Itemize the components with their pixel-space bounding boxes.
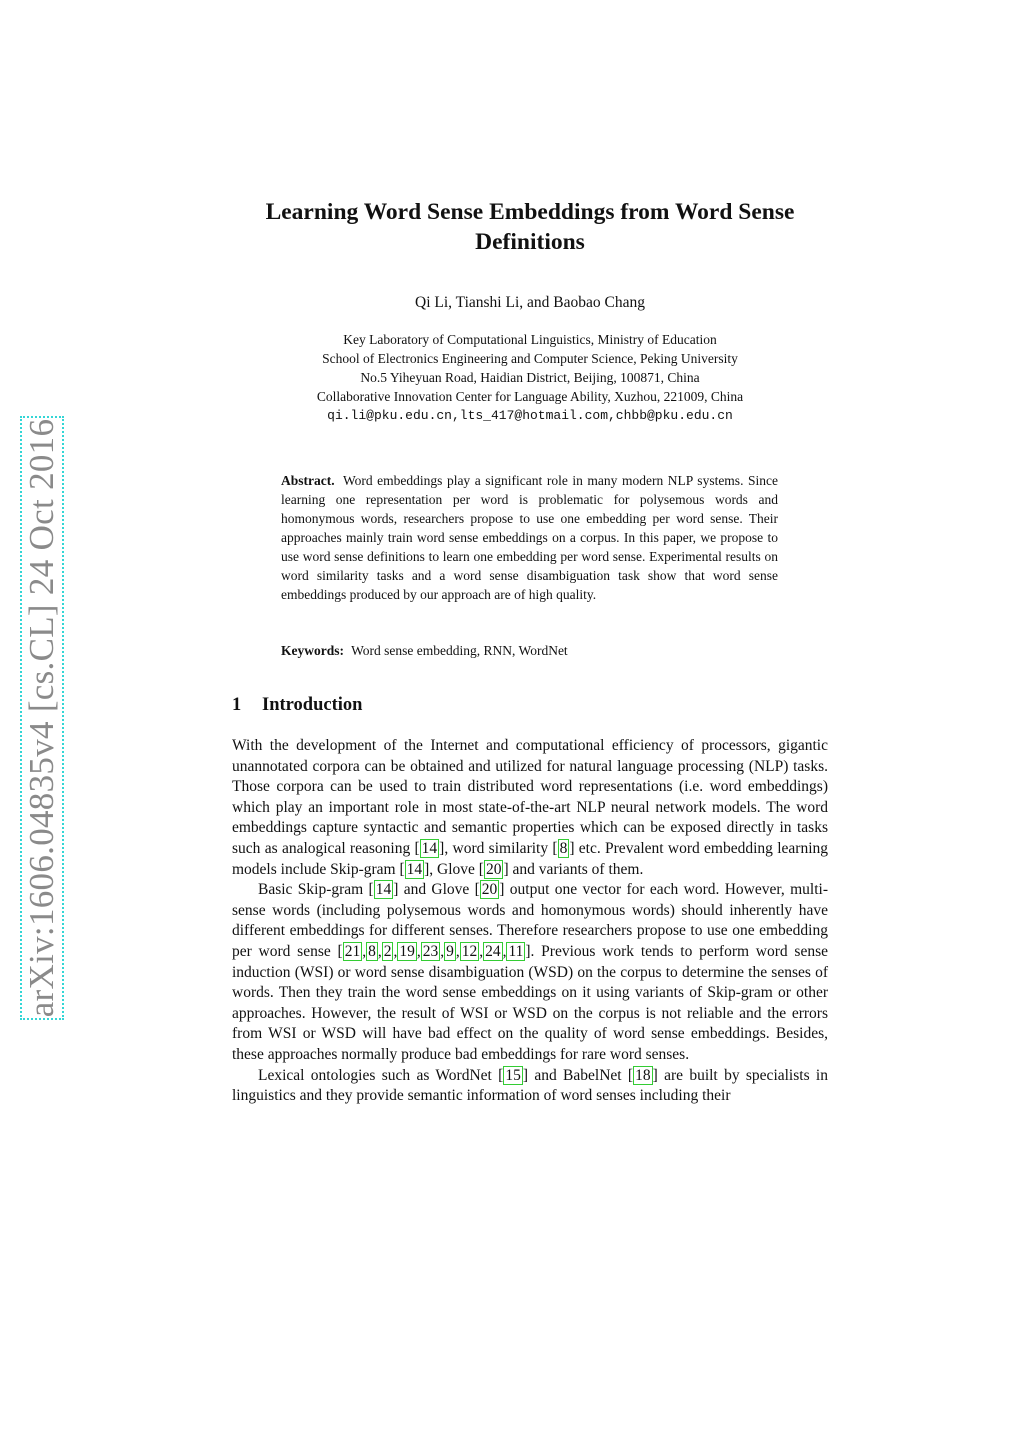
- citation-link[interactable]: 8: [368, 942, 376, 960]
- citation-link[interactable]: 2: [383, 942, 392, 960]
- citation-link[interactable]: 20: [485, 860, 502, 878]
- abstract: [281, 471, 778, 604]
- citation-link[interactable]: 18: [635, 1066, 651, 1084]
- keywords-text: Word sense embedding, RNN, WordNet: [351, 643, 568, 658]
- section-title: Introduction: [262, 695, 363, 715]
- citation-link[interactable]: 12: [461, 942, 478, 960]
- citation-link[interactable]: 14: [375, 881, 392, 899]
- citation-link[interactable]: 21: [344, 942, 361, 960]
- affiliation-line: Collaborative Innovation Center for Language Ability, Xuzhou, 221009, China: [316, 389, 744, 404]
- paragraph-text: ] and variants of them.: [503, 860, 644, 878]
- section-number: 1: [232, 695, 242, 715]
- citation-link[interactable]: 15: [505, 1066, 521, 1084]
- keywords-label: Keywords:: [281, 643, 344, 658]
- abstract-text: Word embeddings play a significant role in many modern NLP systems. Since learning one representation per word is problematic for polysemous words and homonymous words, researchers propose to use one embedding per word sense. Their approaches mainly train word sense embeddings on a corpus. In this paper, we propose to use word sense definitions to learn one embedding per word sense. Experimental results on word similarity tasks and a word sense disambiguation task show that word sense embeddings produced by our approach are of high quality.: [281, 473, 778, 602]
- affiliations: [232, 330, 828, 425]
- paragraph-text: ] are built by specialists in linguistics and they provide semantic information of word senses including their: [232, 1066, 828, 1105]
- arxiv-identifier-text: arXiv:1606.04835v4 [cs.CL] 24 Oct 2016: [22, 418, 61, 1018]
- paragraph-text: ], Glove [: [424, 860, 484, 878]
- author-emails[interactable]: qi.li@pku.edu.cn,lts_417@hotmail.com,chbb@pku.edu.cn: [327, 408, 733, 423]
- paragraph: [232, 1066, 828, 1107]
- citation-link[interactable]: 11: [508, 942, 524, 960]
- arxiv-identifier-stamp[interactable]: [20, 416, 64, 1020]
- affiliation-line: Key Laboratory of Computational Linguistics, Ministry of Education: [343, 332, 717, 347]
- paragraph: [232, 880, 828, 1065]
- citation-link[interactable]: 20: [481, 881, 498, 899]
- section-heading-introduction: [232, 692, 362, 718]
- citation-link[interactable]: 9: [446, 942, 454, 960]
- keywords: [281, 641, 778, 660]
- affiliation-line: School of Electronics Engineering and Computer Science, Peking University: [322, 351, 738, 366]
- introduction-body: [232, 736, 828, 1107]
- paper-title: Learning Word Sense Embeddings from Word Sense Definitions: [265, 199, 795, 255]
- paragraph-text: ] output one vector for each word. However, multi-sense words (including polysemous words and homonymous words) should inherently have different embeddings for different senses. Therefore researchers propose to use one embedding per word sense [: [232, 881, 828, 960]
- citation-group: 21 , 8 , 2 , 19 , 23 , 9 , 12 , 24 , 11: [344, 942, 524, 960]
- paragraph-text: Lexical ontologies such as WordNet [: [258, 1066, 504, 1084]
- paragraph: [232, 736, 828, 880]
- citation-link[interactable]: 14: [406, 860, 423, 878]
- abstract-label: Abstract.: [281, 473, 335, 488]
- citation-link[interactable]: 14: [421, 839, 438, 857]
- citation-link[interactable]: 24: [485, 942, 501, 960]
- paragraph-text: ]. Previous work tends to perform word sense induction (WSI) or word sense disambiguation (WSD) on the corpus to determine the senses of words. Then they train the word sense embeddings on it using variants of Skip-gram or other approaches. However, the result of WSI or WSD on the corpus is not reliable and the errors from WSI or WSD will have bad effect on the quality of word sense embeddings. Besides, these approaches normally produce bad embeddings for rare word senses.: [232, 942, 828, 1063]
- citation-link[interactable]: 23: [422, 942, 439, 960]
- paragraph-text: ], word similarity [: [439, 839, 558, 857]
- paragraph-text: ] and Glove [: [393, 881, 480, 899]
- paragraph-text: Basic Skip-gram [: [258, 881, 374, 899]
- paragraph-text: ] etc. Prevalent word embedding learning models include Skip-gram [: [232, 839, 828, 878]
- author-list: Qi Li, Tianshi Li, and Baobao Chang: [415, 294, 645, 311]
- paragraph-text: With the development of the Internet and computational efficiency of processors, gigantic unannotated corpora can be obtained and utilized for natural language processing (NLP) tasks. Those corpora can be used to train distributed word representations (i.e. word embeddings) which play an important role in most state-of-the-art NLP neural network models. The word embeddings capture syntactic and semantic properties which can be exposed directly in tasks such as analogical reasoning [: [232, 737, 828, 857]
- affiliation-line: No.5 Yiheyuan Road, Haidian District, Beijing, 100871, China: [360, 370, 700, 385]
- citation-link[interactable]: 8: [559, 839, 568, 857]
- citation-link[interactable]: 19: [399, 942, 415, 960]
- paragraph-text: ] and BabelNet [: [522, 1066, 634, 1084]
